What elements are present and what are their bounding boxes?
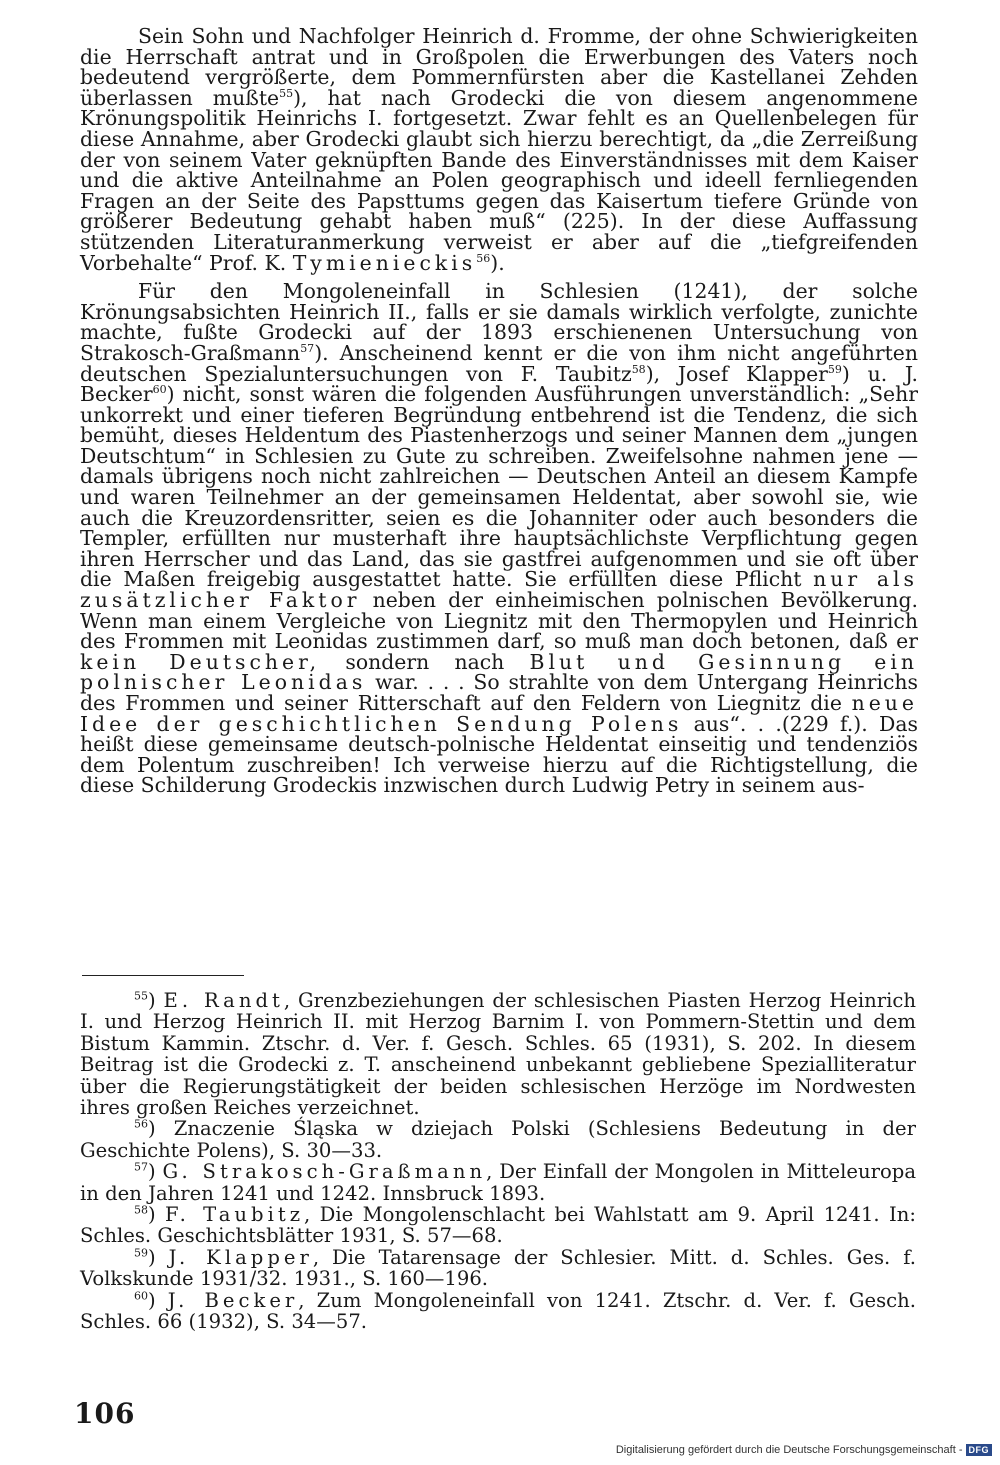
footnote: $^{60}$) J. Becker, Zum Mongoleneinfall von 1241. Ztschr. d. Ver. f. Gesch. Schles. 66 (1932), S. 34—57. bbox=[80, 1288, 916, 1334]
footnote-author: J. Becker bbox=[167, 1288, 299, 1312]
footnote-ref-58: 58 bbox=[631, 362, 646, 376]
paragraph-1: Sein Sohn und Nachfolger Heinrich d. Fromme, der ohne Schwierigkeiten die Herrschaft antrat und in Großpolen die Erwerbungen des Vaters noch bedeutend vergrößerte, dem Pommernfürsten aber die Kastellanei Zehden überlassen mußte$^{55}$), hat nach Grodecki die von diesem angenommene Krönungspolitik Heinrichs I. fortgesetzt. Zwar fehlt es an Quellenbelegen für diese Annahme, aber Grodecki glaubt sich hierzu berechtigt, da „die Zerreißung der von seinem Vater geknüpften Bande des Einverständnisses mit dem Kaiser und die aktive Anteilnahme an Polen geographisch und ideell fernliegenden Fragen an der Seite des Papsttums gegen das Kaisertum tiefere Gründe von größerer Bedeutung gehabt haben muß“ (225). In der diese Auffassung stützenden Literaturanmerkung verweist er aber auf die „tiefgreifenden Vorbehalte“ Prof. K. Tymienieckis$^{56}$). bbox=[80, 24, 918, 275]
footnote-number: 57 bbox=[134, 1160, 148, 1174]
footnote-ref-56: 56 bbox=[476, 251, 491, 265]
spaced-emphasis: kein Deutscher, bbox=[80, 649, 321, 674]
footnote: $^{58}$) F. Taubitz, Die Mongolenschlacht bei Wahlstatt am 9. April 1241. In: Schles. Geschichtsblätter 1931, S. 57—68. bbox=[80, 1203, 916, 1248]
credit-text: Digitalisierung gefördert durch die Deutsche Forschungsgemeinschaft - bbox=[615, 1444, 963, 1456]
footnote-number: 60 bbox=[134, 1289, 148, 1303]
footnote-text: Znaczenie Śląska w dziejach Polski (Schlesiens Bedeutung in der Geschichte Polens), S. 30—33. bbox=[80, 1117, 916, 1162]
footnote-author: J. Klapper bbox=[168, 1245, 313, 1269]
footnote-text: , Grenzbeziehungen der schlesischen Piasten Herzog Heinrich I. und Herzog Heinrich II. mit Herzog Barnim I. von Pommern-Stettin und dem Bistum Kammin. Ztschr. d. Ver. f. Gesch. Schles. 65 (1931), S. 202. In diesem Beitrag ist die Grodecki z. T. anscheinend unbekannt gebliebene Spezialliteratur über die Regierungstätigkeit der beiden schlesischen Herzöge im Nordwesten ihres großen Reiches verzeichnet. bbox=[80, 989, 916, 1120]
digitization-credit bbox=[616, 1444, 992, 1456]
footnote-ref-55: 55 bbox=[279, 86, 294, 100]
page-number: 106 bbox=[74, 1397, 136, 1430]
footnote: $^{59}$) J. Klapper, Die Tatarensage der Schlesier. Mitt. d. Schles. Ges. f. Volkskunde 1931/32. 1931., S. 160—196. bbox=[80, 1245, 917, 1291]
footnote-text: , Die Tatarensage der Schlesier. Mitt. d. Schles. Ges. f. Volkskunde 1931/32. 1931., S. 160—196. bbox=[80, 1245, 917, 1291]
footnote-number: 55 bbox=[134, 989, 148, 1003]
footnote-ref-60: 60 bbox=[152, 383, 167, 397]
footnote-author: F. Taubitz bbox=[165, 1203, 305, 1227]
footnote-ref-57: 57 bbox=[300, 342, 315, 356]
spaced-emphasis: nur als zusätzlicher Faktor bbox=[80, 567, 919, 613]
footnote-author: E. Randt bbox=[163, 989, 284, 1012]
footnote-author: G. Strakosch-Graßmann bbox=[162, 1160, 487, 1184]
footnote-text: , Die Mongolenschlacht bei Wahlstatt am 9. April 1241. In: Schles. Geschichtsblätter 1931, S. 57—68. bbox=[80, 1203, 916, 1248]
paragraph-2: Für den Mongoleneinfall in Schlesien (1241), der solche Krönungsabsichten Heinrich II., falls er sie damals wirklich verfolgte, zunichte machte, fußte Grodecki auf der 1893 erschienenen Untersuchung von Strakosch-Graßmann$^{57}$). Anscheinend kennt er die von ihm nicht angeführten deutschen Spezialuntersuchungen von F. Taubitz$^{58}$), Josef Klapper$^{59}$) u. J. Becker$^{60}$) nicht, sonst wären die folgenden Ausführungen unverständlich: „Sehr unkorrekt und einer tieferen Begründung entbehrend ist die Tendenz, die sich bemüht, dieses Heldentum des Piastenherzogs und seiner Mannen dem „jungen Deutschtum“ in Schlesien zu Gute zu schreiben. Zweifelsohne nahmen jene — damals übrigens noch nicht zahlreichen — Deutschen Anteil an diesem Kampfe und waren Teilnehmer an der gemeinsamen Heldentat, aber sowohl sie, wie auch die Kreuzordensritter, seien es die Johanniter oder auch besonders die Templer, erfüllten nur musterhaft ihre hauptsächlichste Verpflichtung gegen ihren Herrscher und das Land, das sie gastfrei aufgenommen und sie oft über die Maßen freigebig ausgestattet hatte. Sie erfüllten diese Pflicht nur als zusätzlicher Faktor neben der einheimischen polnischen Bevölkerung. Wenn man einem Vergleiche von Liegnitz mit den Thermopylen und Heinrich des Frommen mit Leonidas zustimmen darf, so muß man doch betonen, daß er kein Deutscher, sondern nach Blut und Gesinnung ein polnischer Leonidas war. . . . So strahlte von dem Untergang Heinrichs des Frommen und seiner Ritterschaft auf den Feldern von Liegnitz die neue Idee der geschichtlichen Sendung Polens aus“. . .(229 f.). Das heißt diese gemeinsame deutsch-polnische Heldentat einseitig und tendenziös dem Polentum zuschreiben! Ich verweise hierzu auf die Richtigstellung, die diese Schilderung Grodeckis inzwischen durch Ludwig Petry in seinem aus- bbox=[80, 279, 919, 798]
spaced-emphasis: neue Idee der geschichtlichen Sendung Polens bbox=[80, 691, 918, 736]
footnote: $^{57}$) G. Strakosch-Graßmann, Der Einfall der Mongolen in Mitteleuropa in den Jahren 1241 und 1242. Innsbruck 1893. bbox=[80, 1160, 917, 1205]
footnote-ref-59: 59 bbox=[827, 362, 842, 376]
footnotes bbox=[80, 990, 916, 1333]
dfg-logo-icon: DFG bbox=[966, 1444, 993, 1456]
footnote-number: 59 bbox=[134, 1246, 148, 1260]
spaced-emphasis: Tymienieckis bbox=[292, 250, 477, 275]
footnote-number: 58 bbox=[134, 1203, 148, 1217]
footnote: $^{56}$) Znaczenie Śląska w dziejach Polski (Schlesiens Bedeutung in der Geschichte Polens), S. 30—33. bbox=[80, 1117, 916, 1162]
footnote-text: , Der Einfall der Mongolen in Mitteleuropa in den Jahren 1241 und 1242. Innsbruck 1893. bbox=[80, 1160, 917, 1205]
footnote-text: , Zum Mongoleneinfall von 1241. Ztschr. d. Ver. f. Gesch. Schles. 66 (1932), S. 34—57. bbox=[80, 1288, 916, 1334]
footnote: $^{55}$) E. Randt, Grenzbeziehungen der schlesischen Piasten Herzog Heinrich I. und Herzog Heinrich II. mit Herzog Barnim I. von Pommern-Stettin und dem Bistum Kammin. Ztschr. d. Ver. f. Gesch. Schles. 65 (1931), S. 202. In diesem Beitrag ist die Grodecki z. T. anscheinend unbekannt gebliebene Spezialliteratur über die Regierungstätigkeit der beiden schlesischen Herzöge im Nordwesten ihres großen Reiches verzeichnet. bbox=[80, 989, 916, 1120]
spaced-emphasis: Blut und Gesinnung ein polnischer Leonidas bbox=[80, 649, 919, 695]
footnote-number: 56 bbox=[134, 1117, 148, 1131]
footnote-separator bbox=[82, 975, 244, 976]
main-text bbox=[80, 26, 918, 804]
